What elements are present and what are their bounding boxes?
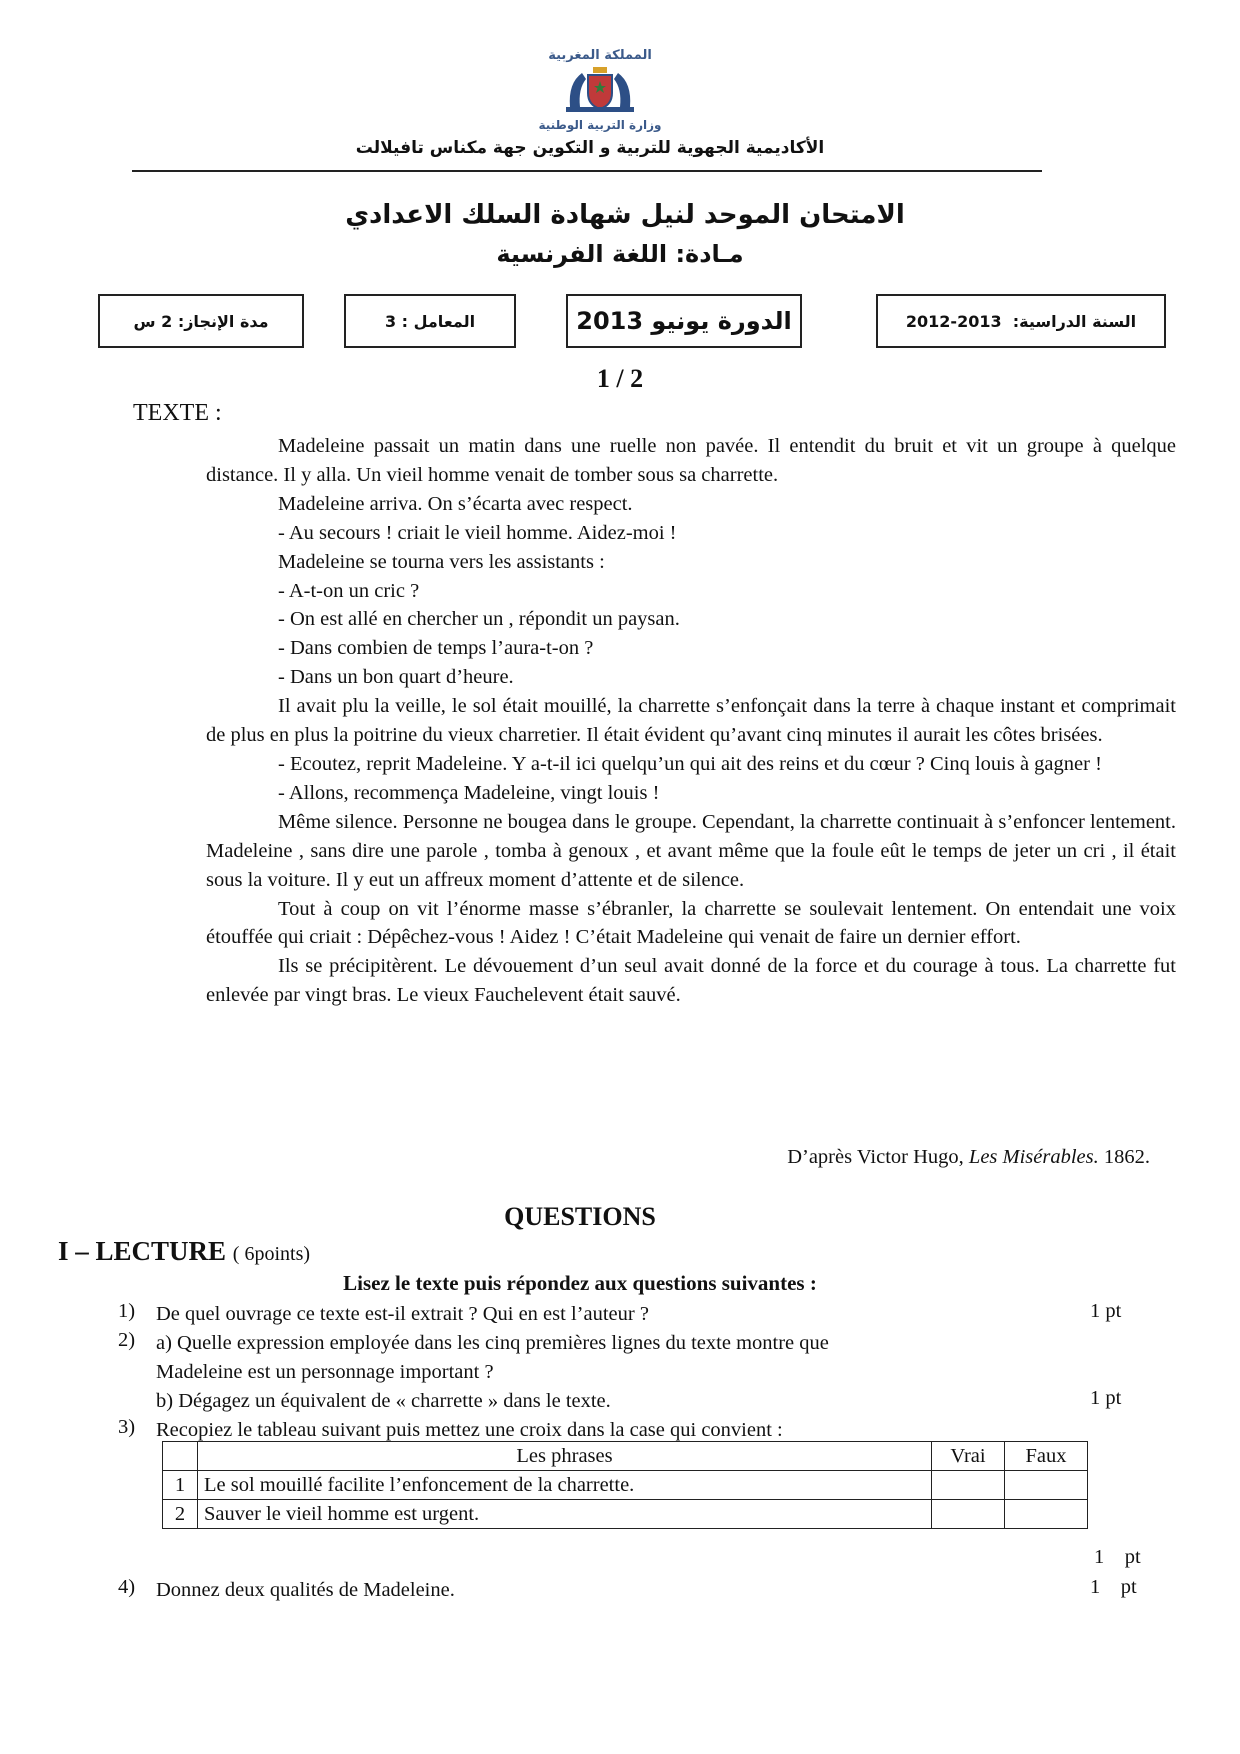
source-credit <box>700 1146 1150 1169</box>
paragraph: - A-t-on un cric ? <box>278 579 420 602</box>
row-phrase: Le sol mouillé facilite l’enfoncement de la charrette. <box>198 1471 932 1500</box>
academy-name: الأكاديمية الجهوية للتربية و التكوين جهة مكناس تافيلالت <box>355 138 825 158</box>
paragraph: Madeleine se tourna vers les assistants : <box>278 550 605 573</box>
duration-box <box>98 294 304 348</box>
text-label: TEXTE : <box>133 400 222 426</box>
paragraph: - Au secours ! criait le vieil homme. Aidez-moi ! <box>278 521 677 544</box>
q2a-text: a) Quelle expression employée dans les cinq premières lignes du texte montre que <box>156 1332 829 1354</box>
paragraph: Ils se précipitèrent. Le dévouement d’un seul avait donné de la force et du courage à tous. La charrette fut enlevée par vingt bras. Le vieux Fauchelevent était sauvé. <box>206 955 1176 1007</box>
q1-number: 1) <box>118 1300 136 1322</box>
passage <box>206 432 1176 1010</box>
q3-points: 1 pt <box>1094 1546 1141 1568</box>
q4-points: 1 pt <box>1090 1576 1137 1598</box>
credit-work: Les Misérables. <box>968 1146 1099 1168</box>
questions-title: QUESTIONS <box>504 1202 656 1231</box>
q2a-continued: Madeleine est un personnage important ? <box>156 1361 494 1383</box>
paragraph: - Ecoutez, reprit Madeleine. Y a-t-il ici quelqu’un qui ait des reins et du cœur ? Cinq louis à gagner ! <box>278 752 1102 775</box>
q4-number: 4) <box>118 1576 136 1598</box>
paragraph: - Dans un bon quart d’heure. <box>278 666 514 689</box>
subject-title: مـادة: اللغة الفرنسية <box>496 240 744 268</box>
true-false-table <box>162 1441 1088 1529</box>
q3-number: 3) <box>118 1416 136 1438</box>
ministry-label: وزارة التربية الوطنية <box>538 118 662 132</box>
row-phrase: Sauver le vieil homme est urgent. <box>198 1500 932 1529</box>
q1-text: De quel ouvrage ce texte est-il extrait ? Qui en est l’auteur ? <box>156 1303 649 1325</box>
row-number: 1 <box>163 1471 198 1500</box>
section-points: ( 6points) <box>232 1243 311 1265</box>
credit-author: D’après Victor Hugo, <box>787 1146 964 1168</box>
coefficient-box <box>344 294 516 348</box>
row-number: 2 <box>163 1500 198 1529</box>
page-number: 1 / 2 <box>596 364 644 393</box>
true-cell <box>932 1471 1005 1500</box>
paragraph: - Dans combien de temps l’aura-t-on ? <box>278 637 594 660</box>
q2-number: 2) <box>118 1329 136 1351</box>
session-box <box>566 294 802 348</box>
royal-emblem <box>520 48 680 138</box>
instruction: Lisez le texte puis répondez aux questions suivantes : <box>343 1271 817 1295</box>
table-header-row <box>163 1442 1088 1471</box>
table-corner-cell <box>163 1442 198 1471</box>
paragraph: Tout à coup on vit l’énorme masse s’ébranler, la charrette se soulevait lentement. On entendait une voix étouffée qui criait : Dépêchez-vous ! Aidez ! C’était Madeleine qui venait de faire un dernier effort. <box>206 897 1176 949</box>
paragraph: - On est allé en chercher un , répondit un paysan. <box>278 608 680 631</box>
paragraph: Madeleine passait un matin dans une ruelle non pavée. Il entendit du bruit et vit un groupe à quelque distance. Il y alla. Un vieil homme venait de tomber sous sa charrette. <box>206 435 1176 486</box>
paragraph: - Allons, recommença Madeleine, vingt louis ! <box>278 781 660 804</box>
true-cell <box>932 1500 1005 1529</box>
school-year-box <box>876 294 1166 348</box>
section-heading <box>58 1236 310 1267</box>
paragraph: Même silence. Personne ne bougea dans le groupe. Cependant, la charrette continuait à s’enfoncer lentement. Madeleine , sans dire une parole , tomba à genoux , et avant même que la foule eût le temps de jeter un cri , il était sous la voiture. Il y eut un affreux moment d’attente et de silence. <box>206 810 1176 891</box>
q1-points: 1 pt <box>1090 1300 1122 1322</box>
column-header: Vrai <box>932 1442 1005 1471</box>
school-year-value: 2012-2013 <box>905 311 1002 331</box>
false-cell <box>1005 1471 1088 1500</box>
false-cell <box>1005 1500 1088 1529</box>
section-title: I – LECTURE <box>58 1236 227 1266</box>
paragraph: Il avait plu la veille, le sol était mouillé, la charrette s’enfonçait dans la terre à chaque instant et comprimait de plus en plus la poitrine du vieux charretier. Il était évident qu’avant cinq minutes il aurait les côtes brisées. <box>206 695 1176 747</box>
q2-points: 1 pt <box>1090 1387 1122 1409</box>
q4-text: Donnez deux qualités de Madeleine. <box>156 1579 455 1601</box>
coat-of-arms-icon <box>560 63 640 113</box>
table-row <box>163 1500 1088 1529</box>
table-row <box>163 1471 1088 1500</box>
duration-label: مدة الإنجاز: 2 س <box>133 311 269 331</box>
credit-year: 1862. <box>1103 1146 1150 1168</box>
column-header: Faux <box>1005 1442 1088 1471</box>
session-label: الدورة يونيو 2013 <box>576 307 792 335</box>
paragraph: Madeleine arriva. On s’écarta avec respect. <box>278 492 633 515</box>
exam-title: الامتحان الموحد لنيل شهادة السلك الاعدادي <box>345 200 905 230</box>
header-divider <box>132 170 1042 172</box>
q3-text: Recopiez le tableau suivant puis mettez une croix dans la case qui convient : <box>156 1419 783 1441</box>
coefficient-label: المعامل : 3 <box>384 311 476 331</box>
kingdom-label: المملكة المغربية <box>548 48 652 63</box>
school-year-label: السنة الدراسية: <box>1012 311 1137 331</box>
column-header: Les phrases <box>198 1442 932 1471</box>
q2b-text: b) Dégagez un équivalent de « charrette » dans le texte. <box>156 1390 611 1412</box>
